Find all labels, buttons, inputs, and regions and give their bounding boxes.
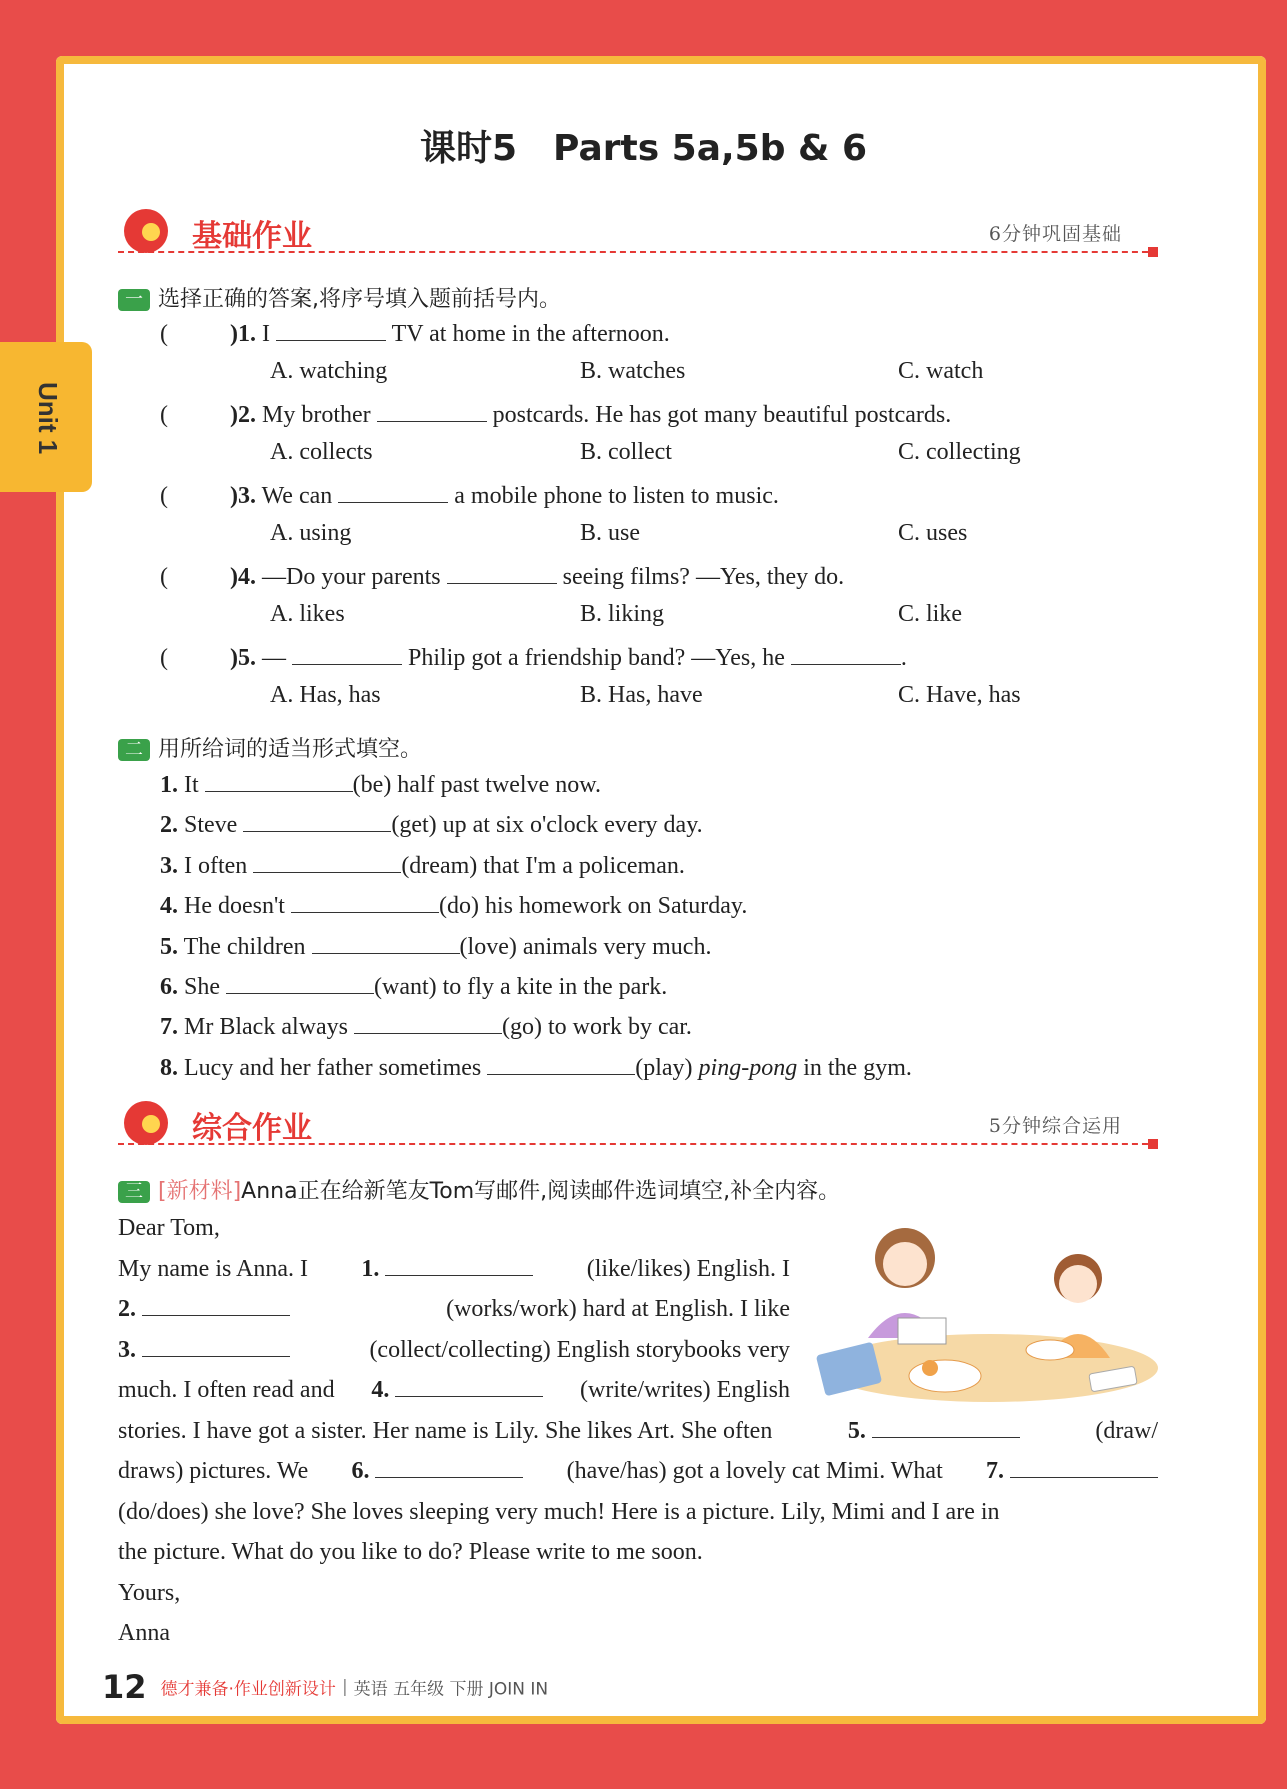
answer-blank[interactable] (276, 318, 386, 341)
section-divider (118, 1143, 1158, 1145)
answer-paren[interactable]: ( (160, 483, 168, 509)
question-line: ( )3. We can a mobile phone to listen to music. (160, 480, 779, 510)
answer-blank[interactable] (338, 480, 448, 503)
girls-with-cats-illustration (810, 1218, 1162, 1408)
letter-closing: Yours, (118, 1579, 181, 1606)
page-number: 12 (102, 1668, 147, 1706)
answer-blank[interactable] (226, 971, 374, 994)
section-header-basic (118, 205, 1158, 265)
unit-tab (0, 342, 92, 492)
letter-greeting: Dear Tom, (118, 1215, 220, 1241)
option-b: B. watches (580, 358, 686, 384)
letter-line: 3. (collect/collecting) English storybooks very (118, 1330, 790, 1371)
answer-paren[interactable]: ( (160, 645, 168, 671)
option-a: A. collects (270, 439, 373, 465)
answer-paren[interactable]: ( (160, 564, 168, 590)
answer-paren[interactable]: ( (160, 402, 168, 428)
fill-item: 7. Mr Black always (go) to work by car. (160, 1011, 692, 1041)
part-badge: 一 (118, 289, 150, 311)
part2-instruction: 二 用所给词的适当形式填空。 (118, 732, 422, 763)
answer-blank[interactable] (872, 1415, 1020, 1438)
lightbulb-icon (124, 209, 168, 253)
answer-blank[interactable] (354, 1011, 502, 1034)
answer-blank[interactable] (375, 1455, 523, 1478)
unit-label: Unit 1 (33, 382, 63, 455)
answer-blank[interactable] (385, 1253, 533, 1276)
fill-item: 5. The children (love) animals very much. (160, 931, 711, 961)
option-c: C. collecting (898, 439, 1021, 465)
part-badge: 三 (118, 1181, 150, 1203)
fill-item: 8. Lucy and her father sometimes (play) ping-pong in the gym. (160, 1052, 912, 1082)
option-b: B. Has, have (580, 682, 703, 708)
page-title: 课时5 Parts 5a,5b & 6 (419, 128, 868, 169)
letter-line: much. I often read and 4. (write/writes) English (118, 1370, 790, 1411)
part-badge: 二 (118, 739, 150, 761)
letter-line: (do/does) she love? She loves sleeping very much! Here is a picture. Lily, Mimi and I are in (118, 1498, 1000, 1525)
fill-item: 1. It (be) half past twelve now. (160, 769, 601, 799)
option-a: A. likes (270, 601, 345, 627)
fill-item: 6. She (want) to fly a kite in the park. (160, 971, 667, 1001)
letter-line: draws) pictures. We 6. (have/has) got a lovely cat Mimi. What 7. (118, 1451, 1158, 1492)
answer-blank[interactable] (253, 850, 401, 873)
fill-item: 2. Steve (get) up at six o'clock every day. (160, 809, 703, 839)
answer-blank[interactable] (292, 642, 402, 665)
question-line: ( )2. My brother postcards. He has got many beautiful postcards. (160, 399, 951, 429)
section-subtitle: 6分钟巩固基础 (988, 223, 1122, 245)
letter-line: stories. I have got a sister. Her name is Lily. She likes Art. She often 5. (draw/ (118, 1411, 1158, 1452)
option-c: C. uses (898, 520, 968, 546)
option-b: B. collect (580, 439, 672, 465)
option-a: A. Has, has (270, 682, 381, 708)
question-line: ( )1. I TV at home in the afternoon. (160, 318, 670, 348)
answer-blank[interactable] (243, 809, 391, 832)
section-subtitle: 5分钟综合运用 (988, 1115, 1122, 1137)
answer-blank[interactable] (377, 399, 487, 422)
answer-blank[interactable] (395, 1374, 543, 1397)
fill-item: 3. I often (dream) that I'm a policeman. (160, 850, 685, 880)
footer-info: 英语 五年级 下册 JOIN IN (353, 1679, 549, 1700)
footer-brand: 德才兼备·作业创新设计 (160, 1679, 336, 1700)
page-footer: 12 德才兼备·作业创新设计 | 英语 五年级 下册 JOIN IN (102, 1668, 549, 1706)
answer-blank[interactable] (291, 890, 439, 913)
section-divider (118, 251, 1158, 253)
option-c: C. Have, has (898, 682, 1021, 708)
option-a: A. watching (270, 358, 388, 384)
letter-line: the picture. What do you like to do? Please write to me soon. (118, 1539, 703, 1565)
lightbulb-icon (124, 1101, 168, 1145)
option-b: B. use (580, 520, 640, 546)
answer-blank[interactable] (791, 642, 901, 665)
answer-paren[interactable]: ( (160, 321, 168, 347)
option-b: B. liking (580, 601, 665, 627)
section-title: 综合作业 (192, 1111, 312, 1146)
part3-instruction: 三 [新材料]Anna正在给新笔友Tom写邮件,阅读邮件选词填空,补全内容。 (118, 1174, 840, 1205)
part1-instruction: 一 选择正确的答案,将序号填入题前括号内。 (118, 282, 561, 313)
question-line: ( )4. —Do your parents seeing films? —Yes, they do. (160, 561, 844, 591)
fill-item: 4. He doesn't (do) his homework on Saturday. (160, 890, 747, 920)
answer-blank[interactable] (447, 561, 557, 584)
section-title: 基础作业 (192, 219, 312, 254)
answer-blank[interactable] (142, 1334, 290, 1357)
letter-line: My name is Anna. I 1. (like/likes) English. I (118, 1249, 790, 1290)
question-line: ( )5. — Philip got a friendship band? —Yes, he . (160, 642, 907, 672)
answer-blank[interactable] (312, 931, 460, 954)
answer-blank[interactable] (487, 1052, 635, 1075)
option-c: C. watch (898, 358, 984, 384)
answer-blank[interactable] (205, 769, 353, 792)
new-material-tag: [新材料] (158, 1179, 242, 1204)
option-a: A. using (270, 520, 352, 546)
answer-blank[interactable] (142, 1293, 290, 1316)
option-c: C. like (898, 601, 962, 627)
section-header-comprehensive (118, 1097, 1158, 1157)
letter-signature: Anna (118, 1620, 170, 1646)
answer-blank[interactable] (1010, 1455, 1158, 1478)
letter-line: 2. (works/work) hard at English. I like (118, 1289, 790, 1330)
